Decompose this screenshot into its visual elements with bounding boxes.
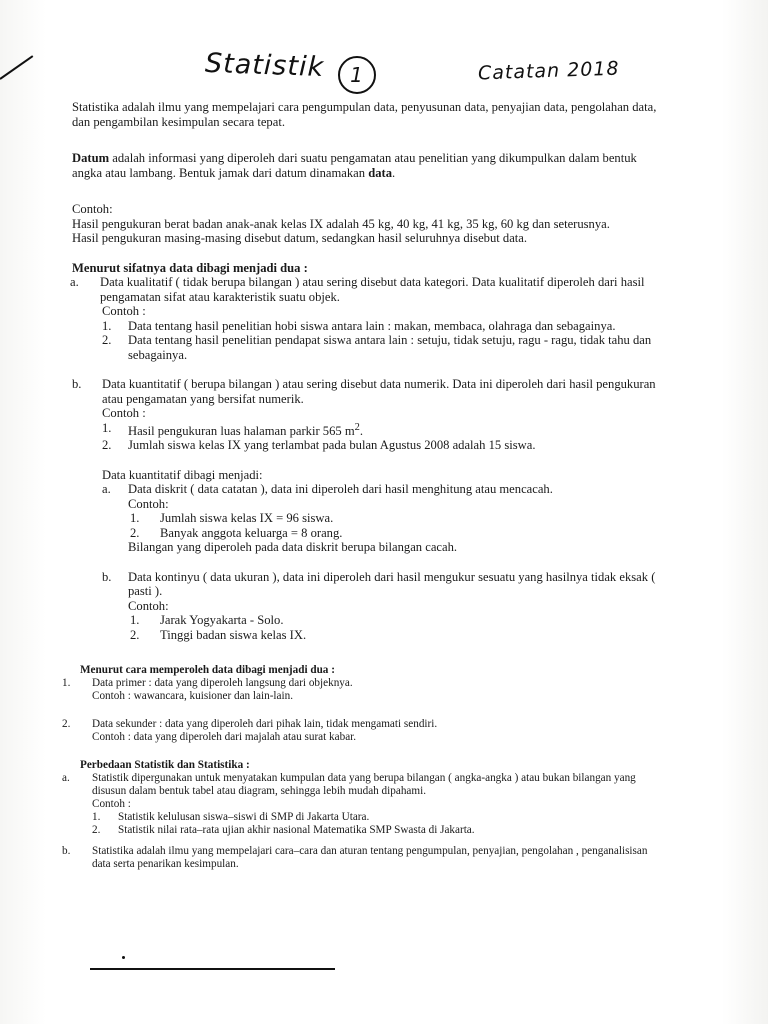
list-label: a.: [70, 275, 79, 289]
list-item: [72, 438, 658, 453]
list-text-main: Hasil pengukuran luas halaman parkir 565 m: [128, 423, 355, 438]
contoh-line-1: Hasil pengukuran berat badan anak-anak kelas IX adalah 45 kg, 40 kg, 41 kg, 35 kg, 60 kg dan seterusnya.: [72, 216, 610, 231]
cara-section: [62, 664, 658, 871]
list-item: [72, 421, 658, 439]
list-number: 2.: [102, 438, 112, 453]
list-number: 1.: [130, 613, 140, 628]
list-item: [72, 824, 658, 837]
list-number: 1.: [102, 318, 112, 333]
datum-end: .: [392, 165, 396, 180]
contoh-line-2: Hasil pengukuran masing-masing disebut datum, sedangkan hasil seluruhnya disebut data.: [72, 231, 528, 245]
datum-term: Datum: [72, 151, 110, 165]
list-text: Tinggi badan siswa kelas IX.: [160, 627, 307, 642]
list-label: a.: [102, 482, 111, 497]
list-item: [72, 511, 658, 526]
diskrit-note: Bilangan yang diperoleh pada data diskrit berupa bilangan cacah.: [128, 540, 458, 555]
kualitatif-text: Data kualitatif ( tidak berupa bilangan ) atau sering disebut data kategori. Data kualitatif diperoleh dari hasil pengamatan sifat atau karakteristik suatu objek.: [100, 275, 645, 304]
diskrit-contoh-label: Contoh:: [128, 496, 169, 511]
list-item: [72, 811, 658, 824]
list-item: [72, 319, 658, 334]
list-text: Data tentang hasil penelitian pendapat siswa antara lain : setuju, tidak setuju, ragu - ragu, tidak tahu dan sebagainya.: [128, 333, 652, 362]
list-label: a.: [62, 772, 70, 785]
list-text: Data sekunder : data yang diperoleh dari pihak lain, tidak mengamati sendiri.: [92, 718, 438, 731]
kontinu-text: Data kontinyu ( data ukuran ), data ini diperoleh dari hasil mengukur sesuatu yang hasilnya tidak eksak ( pasti ).: [128, 569, 656, 599]
list-number: 2.: [130, 525, 140, 540]
kuantitatif-subtypes-intro: Data kuantitatif dibagi menjadi:: [102, 467, 263, 482]
list-number: 2.: [130, 627, 140, 642]
pen-stroke-mark: [0, 55, 33, 80]
list-example: Contoh : data yang diperoleh dari majalah atau surat kabar.: [92, 731, 357, 744]
statistik-text: Statistik dipergunakan untuk menyatakan kumpulan data yang berupa bilangan ( angka-angka ) atau bukan bilangan yang disusun dalam bentuk tabel atau diagram, sehingga lebih mudah dipahami.: [92, 772, 636, 798]
handwritten-circled-number: 1: [338, 56, 376, 94]
cara-heading: Menurut cara memperoleh data dibagi menjadi dua :: [80, 664, 335, 677]
handwritten-title: Statistik: [204, 47, 325, 84]
intro-paragraph: Statistika adalah ilmu yang mempelajari cara pengumpulan data, penyusunan data, penyajian data, pengolahan data, dan pengambilan kesimpulan secara tepat.: [72, 100, 657, 129]
list-text: Banyak anggota keluarga = 8 orang.: [160, 525, 343, 540]
statistik-contoh-label: Contoh :: [92, 798, 131, 811]
sifat-heading: Menurut sifatnya data dibagi menjadi dua :: [72, 260, 308, 275]
list-text: [128, 421, 658, 439]
list-number: 1.: [130, 511, 140, 526]
kualitatif-contoh-label: Contoh :: [102, 304, 146, 318]
list-item: [62, 718, 658, 731]
list-label: b.: [102, 569, 112, 584]
statistika-text: Statistika adalah ilmu yang mempelajari cara–cara dan aturan tentang pengumpulan, penyajian, pengolahan , penganalisisan data serta penarikan kesimpulan.: [92, 845, 648, 871]
list-number: 1.: [62, 677, 71, 690]
bottom-rule: [90, 968, 335, 970]
diskrit-text: Data diskrit ( data catatan ), data ini diperoleh dari hasil menghitung atau mencacah.: [128, 482, 553, 497]
list-text: Jumlah siswa kelas IX = 96 siswa.: [160, 511, 334, 526]
list-text: Jumlah siswa kelas IX yang terlambat pada bulan Agustus 2008 adalah 15 siswa.: [128, 438, 536, 453]
kontinu-item: [72, 570, 658, 599]
list-number: 2.: [62, 718, 71, 731]
datum-paragraph: [72, 151, 658, 180]
datum-text: adalah informasi yang diperoleh dari suatu pengamatan atau penelitian yang dikumpulkan dalam bentuk angka atau lambang. Bentuk jamak dari datum dinamakan: [72, 151, 637, 180]
sifat-item-a: [70, 275, 658, 304]
kuantitatif-contoh-label: Contoh :: [102, 406, 146, 420]
list-example: Contoh : wawancara, kuisioner dan lain-lain.: [92, 690, 294, 703]
perbedaan-item-a: [62, 772, 658, 798]
list-text-end: .: [359, 423, 364, 438]
list-item: [72, 526, 658, 541]
list-number: 2.: [92, 824, 101, 837]
list-text: Statistik nilai rata–rata ujian akhir nasional Matematika SMP Swasta di Jakarta.: [118, 824, 475, 837]
list-number: 1.: [92, 811, 101, 824]
kuantitatif-text: Data kuantitatif ( berupa bilangan ) atau sering disebut data numerik. Data ini diperoleh dari hasil pengukuran atau pengamatan yang bersifat numerik.: [102, 377, 656, 406]
contoh-label: Contoh:: [72, 202, 113, 216]
list-item: [72, 613, 658, 628]
list-item: [72, 628, 658, 643]
list-text: Data primer : data yang diperoleh langsung dari objeknya.: [92, 677, 353, 690]
list-number: 1.: [102, 420, 112, 435]
list-item: [72, 333, 658, 362]
sifat-item-b: [72, 377, 658, 406]
list-number: 2.: [102, 333, 112, 347]
list-label: b.: [62, 845, 71, 858]
perbedaan-item-b: [62, 845, 658, 871]
list-label: b.: [72, 377, 82, 391]
list-item: [62, 677, 658, 690]
document-body: [62, 100, 658, 871]
data-term: data: [368, 165, 393, 180]
superscript: 2: [354, 421, 360, 433]
ink-dot: [122, 956, 125, 959]
list-text: Statistik kelulusan siswa–siswi di SMP di Jakarta Utara.: [118, 811, 370, 824]
diskrit-item: [72, 482, 658, 497]
kontinu-contoh-label: Contoh:: [128, 598, 169, 613]
perbedaan-heading: Perbedaan Statistik dan Statistika :: [80, 759, 250, 772]
list-text: Data tentang hasil penelitian hobi siswa antara lain : makan, membaca, olahraga dan sebagainya.: [128, 318, 616, 333]
handwritten-date-note: Catatan 2018: [477, 57, 620, 85]
list-text: Jarak Yogyakarta - Solo.: [160, 613, 284, 628]
